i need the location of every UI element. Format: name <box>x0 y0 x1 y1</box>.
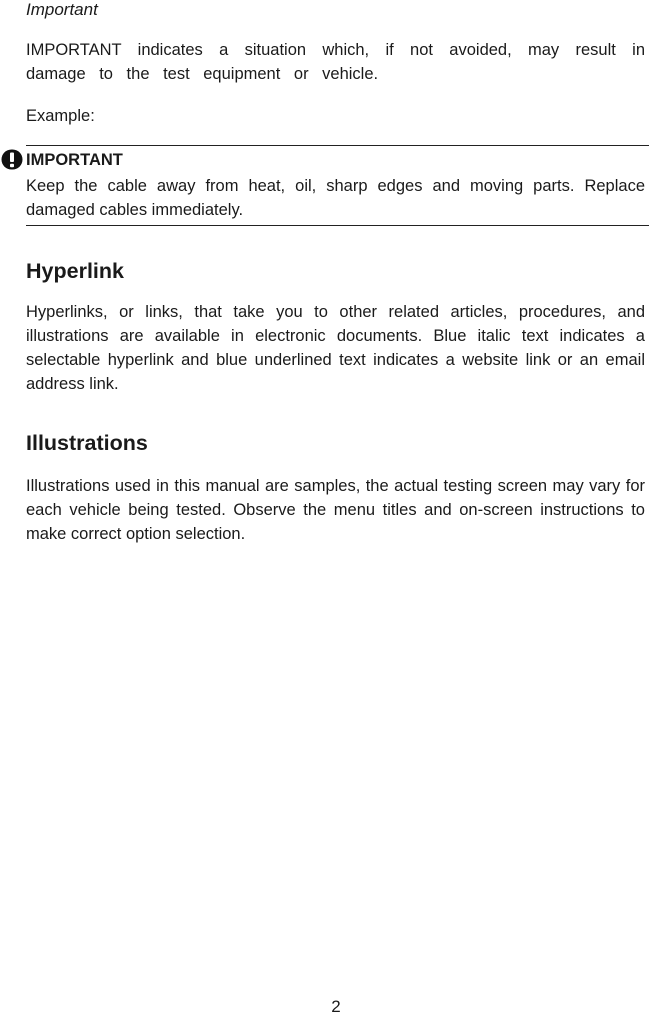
exclamation-icon <box>1 149 23 170</box>
important-description: IMPORTANT indicates a situation which, if not avoided, may result in damage to the test equipment or vehicle. <box>26 41 645 83</box>
hyperlink-heading: Hyperlink <box>26 259 124 283</box>
important-subheading: Important <box>26 0 98 19</box>
notice-body: Keep the cable away from heat, oil, sharp edges and moving parts. Replace damaged cables immediately. <box>26 177 645 219</box>
notice-title: IMPORTANT <box>26 151 123 169</box>
illustrations-body: Illustrations used in this manual are samples, the actual testing screen may vary for each vehicle being tested. Observe the menu titles and on-screen instructions to make correct option selection. <box>26 477 645 543</box>
page-number: 2 <box>331 997 341 1016</box>
notice-bottom-divider <box>26 225 649 226</box>
illustrations-heading: Illustrations <box>26 431 148 455</box>
hyperlink-body: Hyperlinks, or links, that take you to other related articles, procedures, and illustrations are available in electronic documents. Blue italic text indicates a selectable hyperlink and blue underlined text indicates a website link or an email address link. <box>26 303 645 393</box>
example-label: Example: <box>26 107 95 125</box>
notice-top-divider <box>26 145 649 146</box>
